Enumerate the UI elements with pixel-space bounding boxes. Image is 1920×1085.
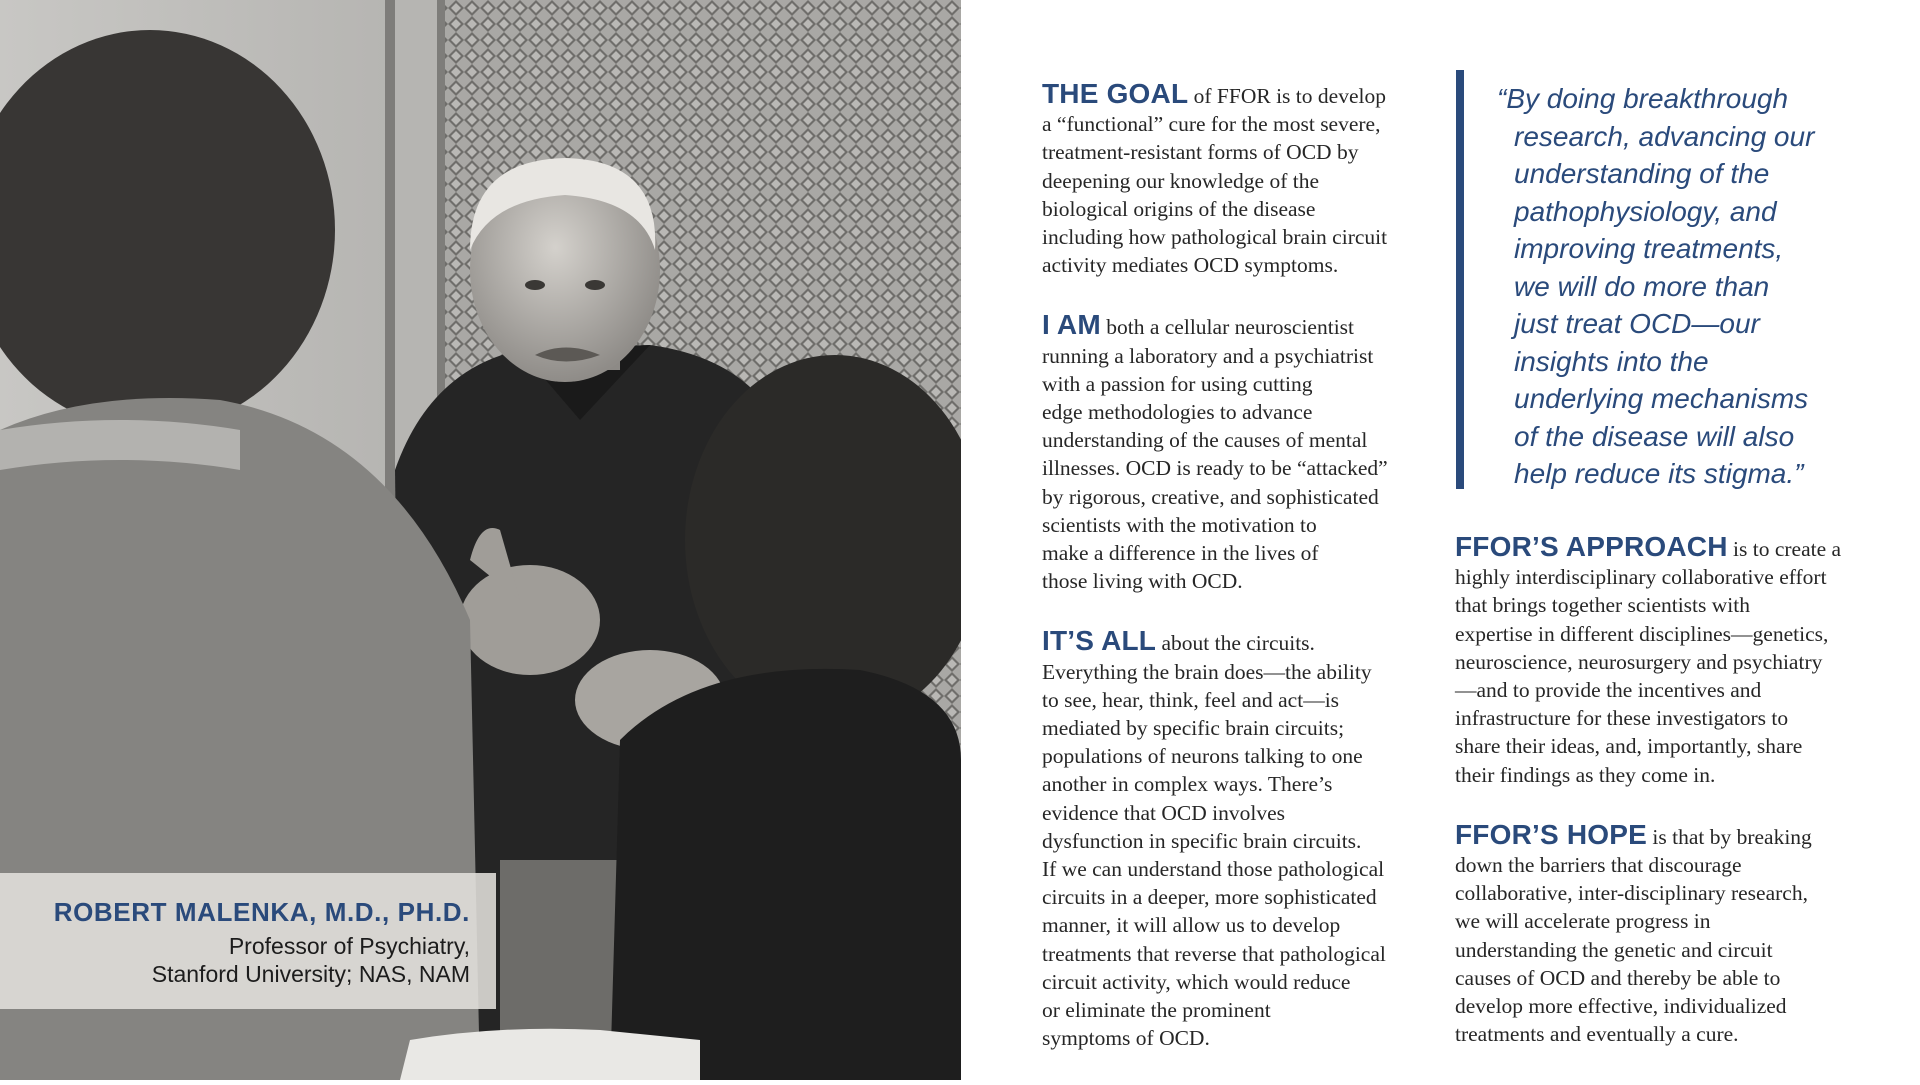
hope-line: understanding the genetic and circuit <box>1455 937 1773 962</box>
hope-line: collaborative, inter-disciplinary research, <box>1455 881 1808 906</box>
goal-line: biological origins of the disease <box>1042 196 1316 221</box>
its-all-line: evidence that OCD involves <box>1042 800 1286 825</box>
approach-line: neuroscience, neurosurgery and psychiatry <box>1455 649 1823 674</box>
caption-title-line-1: Professor of Psychiatry, <box>228 933 470 959</box>
approach-line: highly interdisciplinary collaborative effort <box>1455 565 1827 590</box>
quote-line: insights into the <box>1514 345 1709 377</box>
its-all-line: or eliminate the prominent <box>1042 998 1271 1023</box>
quote-line: pathophysiology, and <box>1514 195 1777 227</box>
goal-line: deepening our knowledge of the <box>1042 168 1320 193</box>
approach-line: —and to provide the incentives and <box>1455 678 1762 703</box>
quote-line: of the disease will also <box>1514 420 1795 452</box>
its-all-line: another in complex ways. There’s <box>1042 772 1333 797</box>
hope-line: treatments and eventually a cure. <box>1455 1022 1739 1047</box>
approach-line: expertise in different disciplines—genetics, <box>1455 621 1829 646</box>
its-all-first-line <box>1042 627 1412 657</box>
its-all-line: to see, hear, think, feel and act—is <box>1042 687 1340 712</box>
approach-line: share their ideas, and, importantly, share <box>1455 734 1803 759</box>
hope-lead: FFOR’S HOPE <box>1455 818 1647 850</box>
i-am-paragraph <box>1042 311 1412 595</box>
its-all-line: about the circuits. <box>1156 631 1315 656</box>
hope-line: down the barriers that discourage <box>1455 853 1742 878</box>
approach-line: their findings as they come in. <box>1455 762 1716 787</box>
i-am-line: both a cellular neuroscientist <box>1100 315 1355 340</box>
approach-paragraph <box>1455 533 1855 789</box>
approach-first-line <box>1455 533 1855 563</box>
quote-line: help reduce its stigma.” <box>1514 458 1804 489</box>
its-all-line: mediated by specific brain circuits; <box>1042 716 1345 741</box>
quote-line: just treat OCD—our <box>1514 308 1760 339</box>
caption-title-line-2: Stanford University; NAS, NAM <box>151 961 470 987</box>
goal-line: activity mediates OCD symptoms. <box>1042 253 1339 278</box>
goal-first-line <box>1042 80 1412 110</box>
hope-line: develop more effective, individualized <box>1455 994 1787 1019</box>
right-text-column <box>1455 533 1855 1080</box>
quote-line: we will do more than <box>1514 270 1770 302</box>
its-all-line: populations of neurons talking to one <box>1042 744 1363 769</box>
i-am-line: understanding of the causes of mental <box>1042 428 1368 453</box>
goal-line: a “functional” cure for the most severe, <box>1042 112 1381 137</box>
goal-paragraph <box>1042 80 1412 279</box>
i-am-line: by rigorous, creative, and sophisticated <box>1042 484 1379 509</box>
approach-line: is to create a <box>1727 537 1842 561</box>
its-all-line: If we can understand those pathological <box>1042 857 1385 882</box>
i-am-lead: I AM <box>1042 309 1101 341</box>
i-am-line: running a laboratory and a psychiatrist <box>1042 343 1374 368</box>
hope-line: causes of OCD and thereby be able to <box>1455 965 1781 990</box>
goal-lead: THE GOAL <box>1042 78 1189 109</box>
i-am-line: illnesses. OCD is ready to be “attacked” <box>1042 456 1388 481</box>
its-all-line: symptoms of OCD. <box>1042 1026 1210 1051</box>
approach-line: that brings together scientists with <box>1455 593 1750 618</box>
its-all-line: dysfunction in specific brain circuits. <box>1042 828 1362 853</box>
quote-line: improving treatments, <box>1514 233 1784 264</box>
quote-line: “By doing breakthrough <box>1497 83 1789 114</box>
its-all-lead: IT’S ALL <box>1042 625 1157 657</box>
i-am-line: with a passion for using cutting <box>1042 371 1313 396</box>
its-all-line: circuit activity, which would reduce <box>1042 969 1351 994</box>
approach-line: infrastructure for these investigators to <box>1455 706 1789 731</box>
quote-line: research, advancing our <box>1514 120 1815 152</box>
i-am-line: make a difference in the lives of <box>1042 541 1319 566</box>
i-am-line: edge methodologies to advance <box>1042 400 1313 425</box>
quote-line: understanding of the <box>1514 158 1770 189</box>
hope-line: we will accelerate progress in <box>1455 909 1711 934</box>
its-all-line: circuits in a deeper, more sophisticated <box>1042 885 1377 910</box>
hope-line: is that by breaking <box>1647 824 1812 849</box>
left-text-column <box>1042 80 1412 1085</box>
goal-line: including how pathological brain circuit <box>1042 225 1388 250</box>
i-am-first-line <box>1042 311 1412 341</box>
goal-line: treatment-resistant forms of OCD by <box>1042 140 1359 165</box>
i-am-line: scientists with the motivation to <box>1042 512 1317 537</box>
quote-accent-bar <box>1456 70 1464 489</box>
its-all-paragraph <box>1042 627 1412 1052</box>
hope-first-line <box>1455 818 1855 851</box>
its-all-line: treatments that reverse that pathological <box>1042 941 1386 966</box>
caption-name: ROBERT MALENKA, M.D., PH.D. <box>53 897 470 927</box>
i-am-line: those living with OCD. <box>1042 569 1243 594</box>
approach-lead: FFOR’S APPROACH <box>1455 531 1728 562</box>
its-all-line: manner, it will allow us to develop <box>1042 913 1341 938</box>
photo-caption <box>0 873 496 1009</box>
pull-quote <box>1497 80 1877 493</box>
hope-paragraph <box>1455 818 1855 1049</box>
its-all-line: Everything the brain does—the ability <box>1042 659 1372 684</box>
professor-photo <box>0 0 961 1080</box>
goal-line: of FFOR is to develop <box>1188 84 1386 108</box>
quote-line: underlying mechanisms <box>1514 383 1809 414</box>
